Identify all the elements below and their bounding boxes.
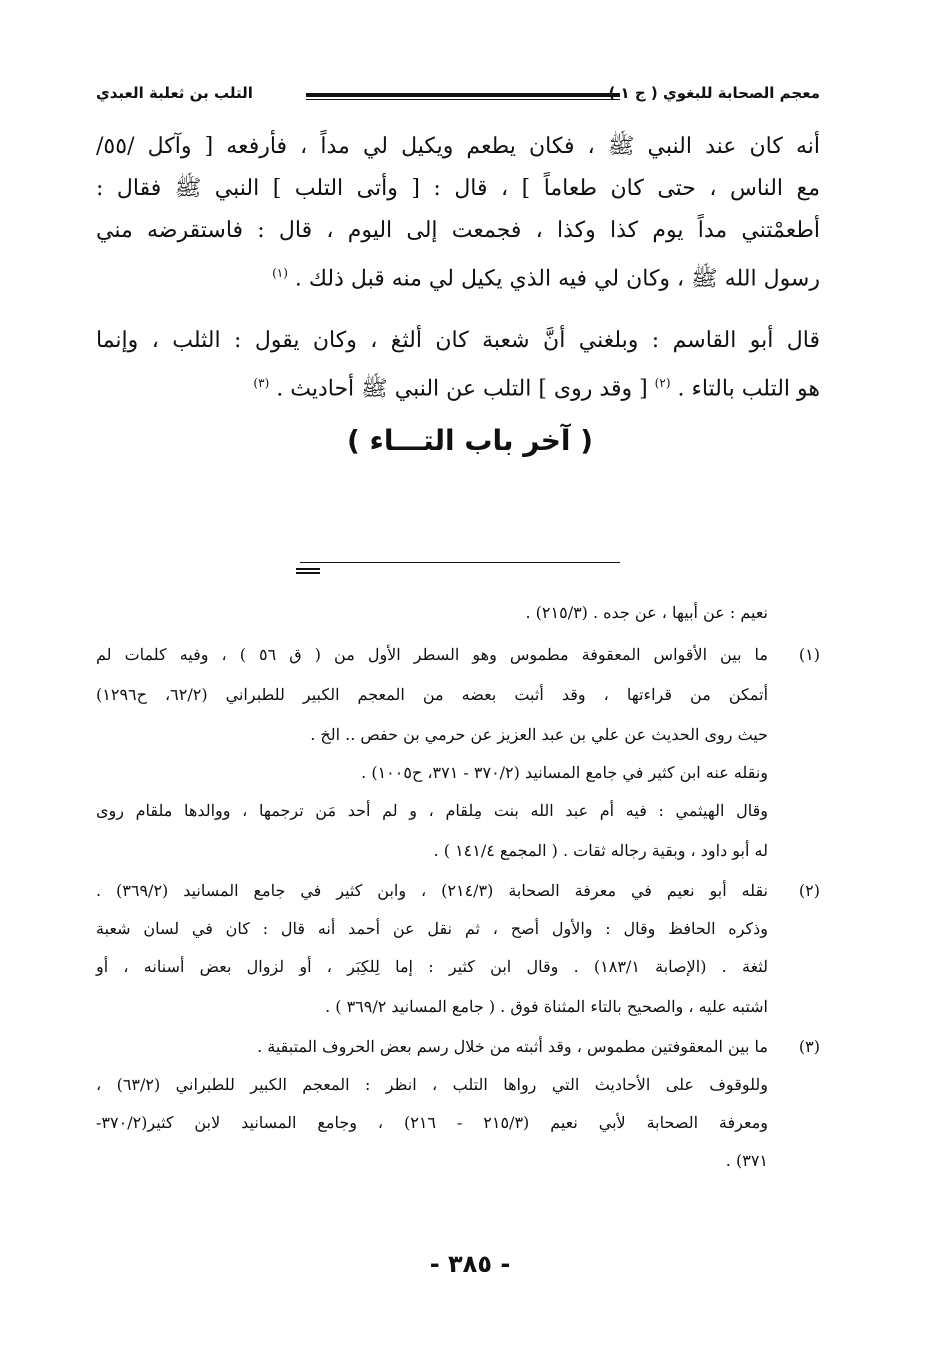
footnote-2-text-2: وذكره الحافظ وقال : والأول أصح ، ثم نقل عن أحمد أنه قال : كان في لسان شعبة <box>96 919 768 938</box>
header-entry-title: التلب بن ثعلبة العبدي <box>96 84 253 102</box>
footnote-3-number: (٣) <box>798 1037 820 1056</box>
footnote-3-text-2: وللوقوف على الأحاديث التي رواها التلب ، انظر : المعجم الكبير للطبراني (٦٣/٢) ، <box>96 1075 769 1094</box>
footnote-1-line-3 <box>96 720 820 750</box>
main-line-6 <box>96 364 820 402</box>
footnote-2-text-3: لثغة . (الإصابة ١٨٣/١) . وقال ابن كثير : إما لِلكِبَر ، أو لزوال بعض أسنانه ، أو <box>96 957 768 976</box>
main-line-4-text: رسول الله ﷺ ، وكان لي فيه الذي يكيل لي منه قبل ذلك . <box>294 266 820 292</box>
header-rule <box>306 93 620 97</box>
footnote-2-line-3 <box>96 952 820 982</box>
footnote-1-line-1 <box>96 640 820 670</box>
footnote-2-line-1 <box>96 876 820 906</box>
section-end-title: ( آخر باب التـــاء ) <box>346 424 594 457</box>
header-book-title: معجم الصحابة للبغوي ( ج ١ <box>620 84 820 102</box>
footnote-separator <box>300 562 620 563</box>
footnote-2-text-4: اشتبه عليه ، والصحيح بالتاء المثناة فوق . ( جامع المسانيد ٣٦٩/٢ ) . <box>325 997 768 1016</box>
footnote-3-line-2 <box>96 1070 820 1100</box>
footnote-1-text-1: ما بين الأقواس المعقوفة مطموس وهو السطر الأول من ( ق ٥٦ ) ، وفيه كلمات لم <box>96 645 769 664</box>
footnote-1-text-3: حيث روى الحديث عن علي بن عبد العزيز عن حرمي بن حفص .. الخ . <box>310 725 768 744</box>
header-rule-thin <box>306 99 620 100</box>
footnote-1-number: (١) <box>798 645 820 664</box>
footnote-3-text-3: ومعرفة الصحابة لأبي نعيم (٢١٥/٣ - ٢١٦) ، وجامع المسانيد لابن كثير(٣٧٠/٢- <box>96 1113 768 1132</box>
main-line-1: أنه كان عند النبي ﷺ ، فكان يطعم ويكيل لي مداً ، فأرفعه [ وآكل /٥٥/ <box>96 134 820 159</box>
footnote-1-line-6 <box>96 836 820 866</box>
footnote-1-line-2 <box>96 680 820 710</box>
footnote-separator-dash <box>296 568 320 574</box>
footnote-1-text-2: أتمكن من قراءتها ، وقد أثبت بعضه من المعجم الكبير للطبراني (٦٢/٢، ح١٢٩٦) <box>96 685 769 704</box>
page-number: - ٣٨٥ - <box>429 1250 511 1278</box>
footnote-1-text-5: وقال الهيثمي : فيه أم عبد الله بنت مِلقام ، و لم أحد مَن ترجمها ، ووالدها ملقام روى <box>96 801 768 820</box>
footnote-3-text-4: ٣٧١) . <box>725 1151 768 1170</box>
footnote-ref-1: (١) <box>272 266 288 280</box>
footnote-2-line-4 <box>96 992 820 1022</box>
footnote-1-line-4 <box>96 758 820 788</box>
main-line-6-text-a: هو التلب بالتاء . <box>677 376 820 402</box>
footnote-1-text-4: ونقله عنه ابن كثير في جامع المسانيد (٣٧٠/٢ - ٣٧١، ح١٠٠٥) . <box>361 763 768 782</box>
footnote-1-text-6: له أبو داود ، وبقية رجاله ثقات . ( المجمع ١٤١/٤ ) . <box>433 841 768 860</box>
main-line-5: قال أبو القاسم : وبلغني أنَّ شعبة كان ألثغ ، وكان يقول : الثلب ، وإنما <box>96 328 820 353</box>
footnote-ref-3: (٣) <box>253 376 270 390</box>
main-line-3: أطعمْتني مداً يوم كذا وكذا ، فجمعت إلى اليوم ، قال : فاستقرضه مني <box>96 218 820 243</box>
footnote-2-line-2 <box>96 914 820 944</box>
footnote-2-text-1: نقله أبو نعيم في معرفة الصحابة (٢١٤/٣) ، وابن كثير في جامع المسانيد (٣٦٩/٢) . <box>96 881 768 900</box>
footnote-3-text-1: ما بين المعقوفتين مطموس ، وقد أثبته من خلال رسم بعض الحروف المتبقية . <box>257 1037 768 1056</box>
footnote-1-line-5 <box>96 796 820 826</box>
footnote-ref-2: (٢) <box>654 376 671 390</box>
main-line-4 <box>96 254 820 292</box>
footnote-3-line-4 <box>96 1146 820 1176</box>
footnote-2-number: (٢) <box>798 881 820 900</box>
footnote-3-line-1 <box>96 1032 820 1062</box>
footnote-continuation-text: نعيم : عن أبيها ، عن جده . (٢١٥/٣) . <box>525 603 768 622</box>
main-line-2: مع الناس ، حتى كان طعاماً ] ، قال : [ وأتى التلب ] النبي ﷺ فقال : <box>96 176 820 201</box>
footnote-continuation <box>96 598 820 628</box>
footnote-3-line-3 <box>96 1108 820 1138</box>
main-line-6-text-b: [ وقد روى ] التلب عن النبي ﷺ أحاديث . <box>276 376 648 402</box>
running-header <box>96 82 820 112</box>
